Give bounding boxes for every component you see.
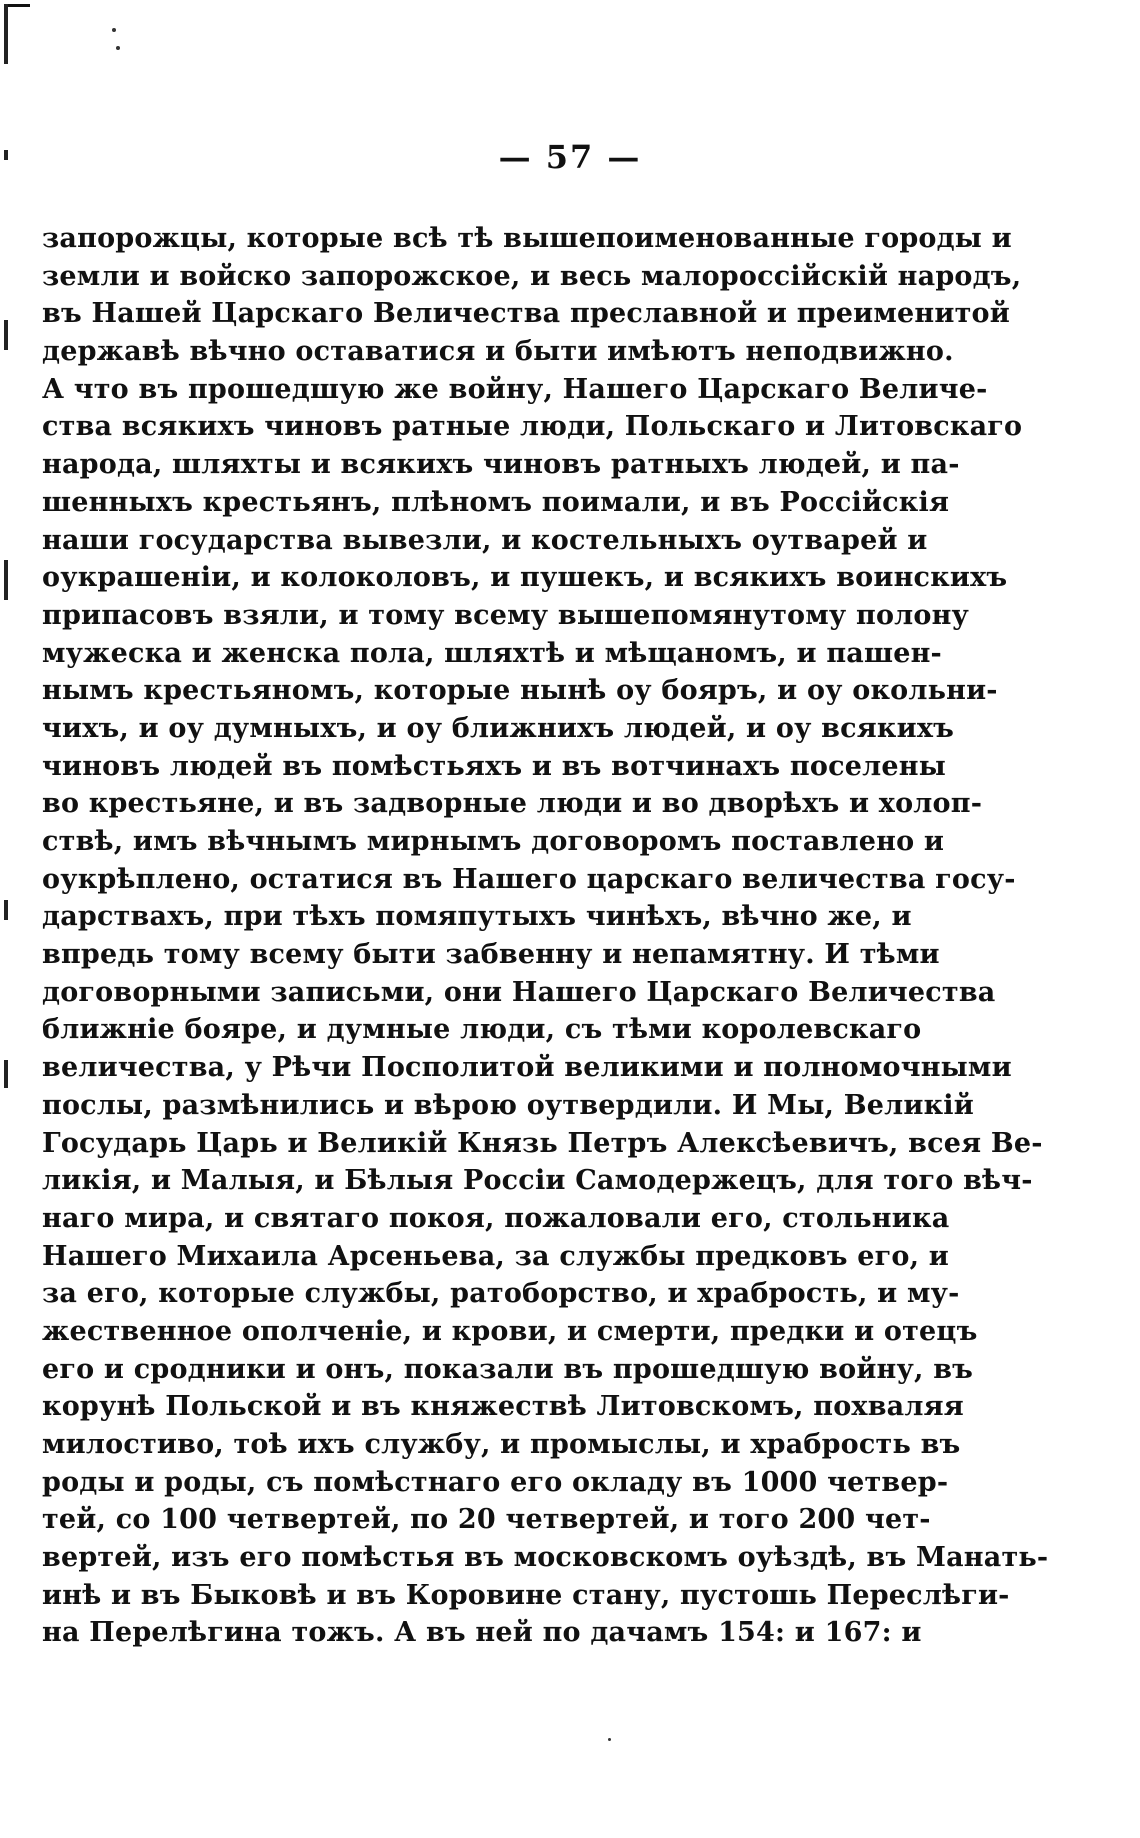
scan-dust-dot <box>608 1738 611 1741</box>
text-line: роды и роды, съ помѣстнаго его окладу въ 1000 четвер- <box>42 1466 949 1498</box>
scan-edge-mark <box>4 560 8 600</box>
text-line: дарствахъ, при тѣхъ помяпутыхъ чинѣхъ, вѣчно же, и <box>42 901 912 933</box>
text-line: во крестьяне, и въ задворные люди и во дворѣхъ и холоп- <box>42 788 983 820</box>
scan-dust-dot <box>116 46 120 50</box>
text-line: оукрашеніи, и колоколовъ, и пушекъ, и всякихъ воинскихъ <box>42 562 1008 594</box>
text-line: милостиво, тоѣ ихъ службу, и промыслы, и храбрость въ <box>42 1429 961 1460</box>
text-line: наши государства вывезли, и костельныхъ оутварей и <box>42 524 928 556</box>
body-text <box>42 220 1049 1652</box>
text-line: земли и войско запорожское, и весь малороссійскій народъ, <box>42 260 1022 292</box>
text-line: мужеска и женска пола, шляхтѣ и мѣщаномъ, и пашен- <box>42 637 942 669</box>
text-line: народа, шляхты и всякихъ чиновъ ратныхъ людей, и па- <box>42 449 960 481</box>
text-line: вертей, изъ его помѣстья въ московскомъ оуѣздѣ, въ Манать- <box>42 1542 1049 1574</box>
text-line: чихъ, и оу думныхъ, и оу ближнихъ людей, и оу всякихъ <box>42 712 955 744</box>
text-line: корунѣ Польской и въ княжествѣ Литовскомъ, похваляя <box>42 1391 964 1423</box>
text-line: ближніе бояре, и думные люди, съ тѣми королевскаго <box>42 1014 922 1046</box>
text-line: шенныхъ крестьянъ, плѣномъ поимали, и въ Россійскія <box>42 486 950 518</box>
text-line: послы, размѣнились и вѣрою оутвердили. И Мы, Великій <box>42 1089 974 1121</box>
text-line: на Перелѣгина тожъ. А въ ней по дачамъ 154: и 167: и <box>42 1617 922 1649</box>
text-line: чиновъ людей въ помѣстьяхъ и въ вотчинахъ поселены <box>42 750 946 782</box>
scan-edge-mark <box>4 900 8 920</box>
text-line: запорожцы, которые всѣ тѣ вышепоименованные городы и <box>42 223 1012 254</box>
page-number: — 57 — <box>498 138 642 176</box>
text-line: его и сродники и онъ, показали въ прошедшую войну, въ <box>42 1353 974 1385</box>
text-line: наго мира, и святаго покоя, пожаловали его, стольника <box>42 1202 950 1234</box>
text-line: жественное ополченіе, и крови, и смерти, предки и отецъ <box>42 1315 978 1347</box>
text-line: за его, которые службы, ратоборство, и храбрость, и му- <box>42 1278 960 1310</box>
text-line: ства всякихъ чиновъ ратные люди, Польскаго и Литовскаго <box>42 411 1023 443</box>
scan-edge-mark <box>4 4 8 64</box>
text-line: А что въ прошедшую же войну, Нашего Царскаго Величе- <box>42 373 988 405</box>
text-line: впредь тому всему быти забвенну и непамятну. И тѣми <box>42 939 940 971</box>
scan-edge-mark <box>4 1060 8 1088</box>
text-line: Государь Царь и Великій Князь Петръ Алексѣевичъ, всея Ве- <box>42 1127 1043 1159</box>
scan-edge-mark <box>4 320 8 350</box>
text-line: ствѣ, имъ вѣчнымъ мирнымъ договоромъ поставлено и <box>42 826 945 857</box>
scan-dust-dot <box>112 28 116 32</box>
text-line: въ Нашей Царскаго Величества преславной и преименитой <box>42 298 1010 330</box>
text-line: Нашего Михаила Арсеньева, за службы предковъ его, и <box>42 1240 950 1272</box>
text-line: нымъ крестьяномъ, которые нынѣ оу бояръ, и оу окольни- <box>42 675 998 707</box>
text-line: ликія, и Малыя, и Бѣлыя Россіи Самодержецъ, для того вѣч- <box>42 1165 1033 1197</box>
text-line: инѣ и въ Быковѣ и въ Коровине стану, пустошь Переслѣги- <box>42 1579 1010 1611</box>
text-line: тей, со 100 четвертей, по 20 четвертей, и того 200 чет- <box>42 1504 931 1536</box>
text-line: оукрѣплено, остатися въ Нашего царскаго величества госу- <box>42 863 1016 895</box>
text-line: державѣ вѣчно оставатися и быти имѣютъ неподвижно. <box>42 336 954 368</box>
text-line: договорными записьми, они Нашего Царскаго Величества <box>42 976 996 1008</box>
text-line: припасовъ взяли, и тому всему вышепомянутому полону <box>42 599 970 631</box>
text-line: величества, у Рѣчи Посполитой великими и полномочными <box>42 1052 1012 1084</box>
